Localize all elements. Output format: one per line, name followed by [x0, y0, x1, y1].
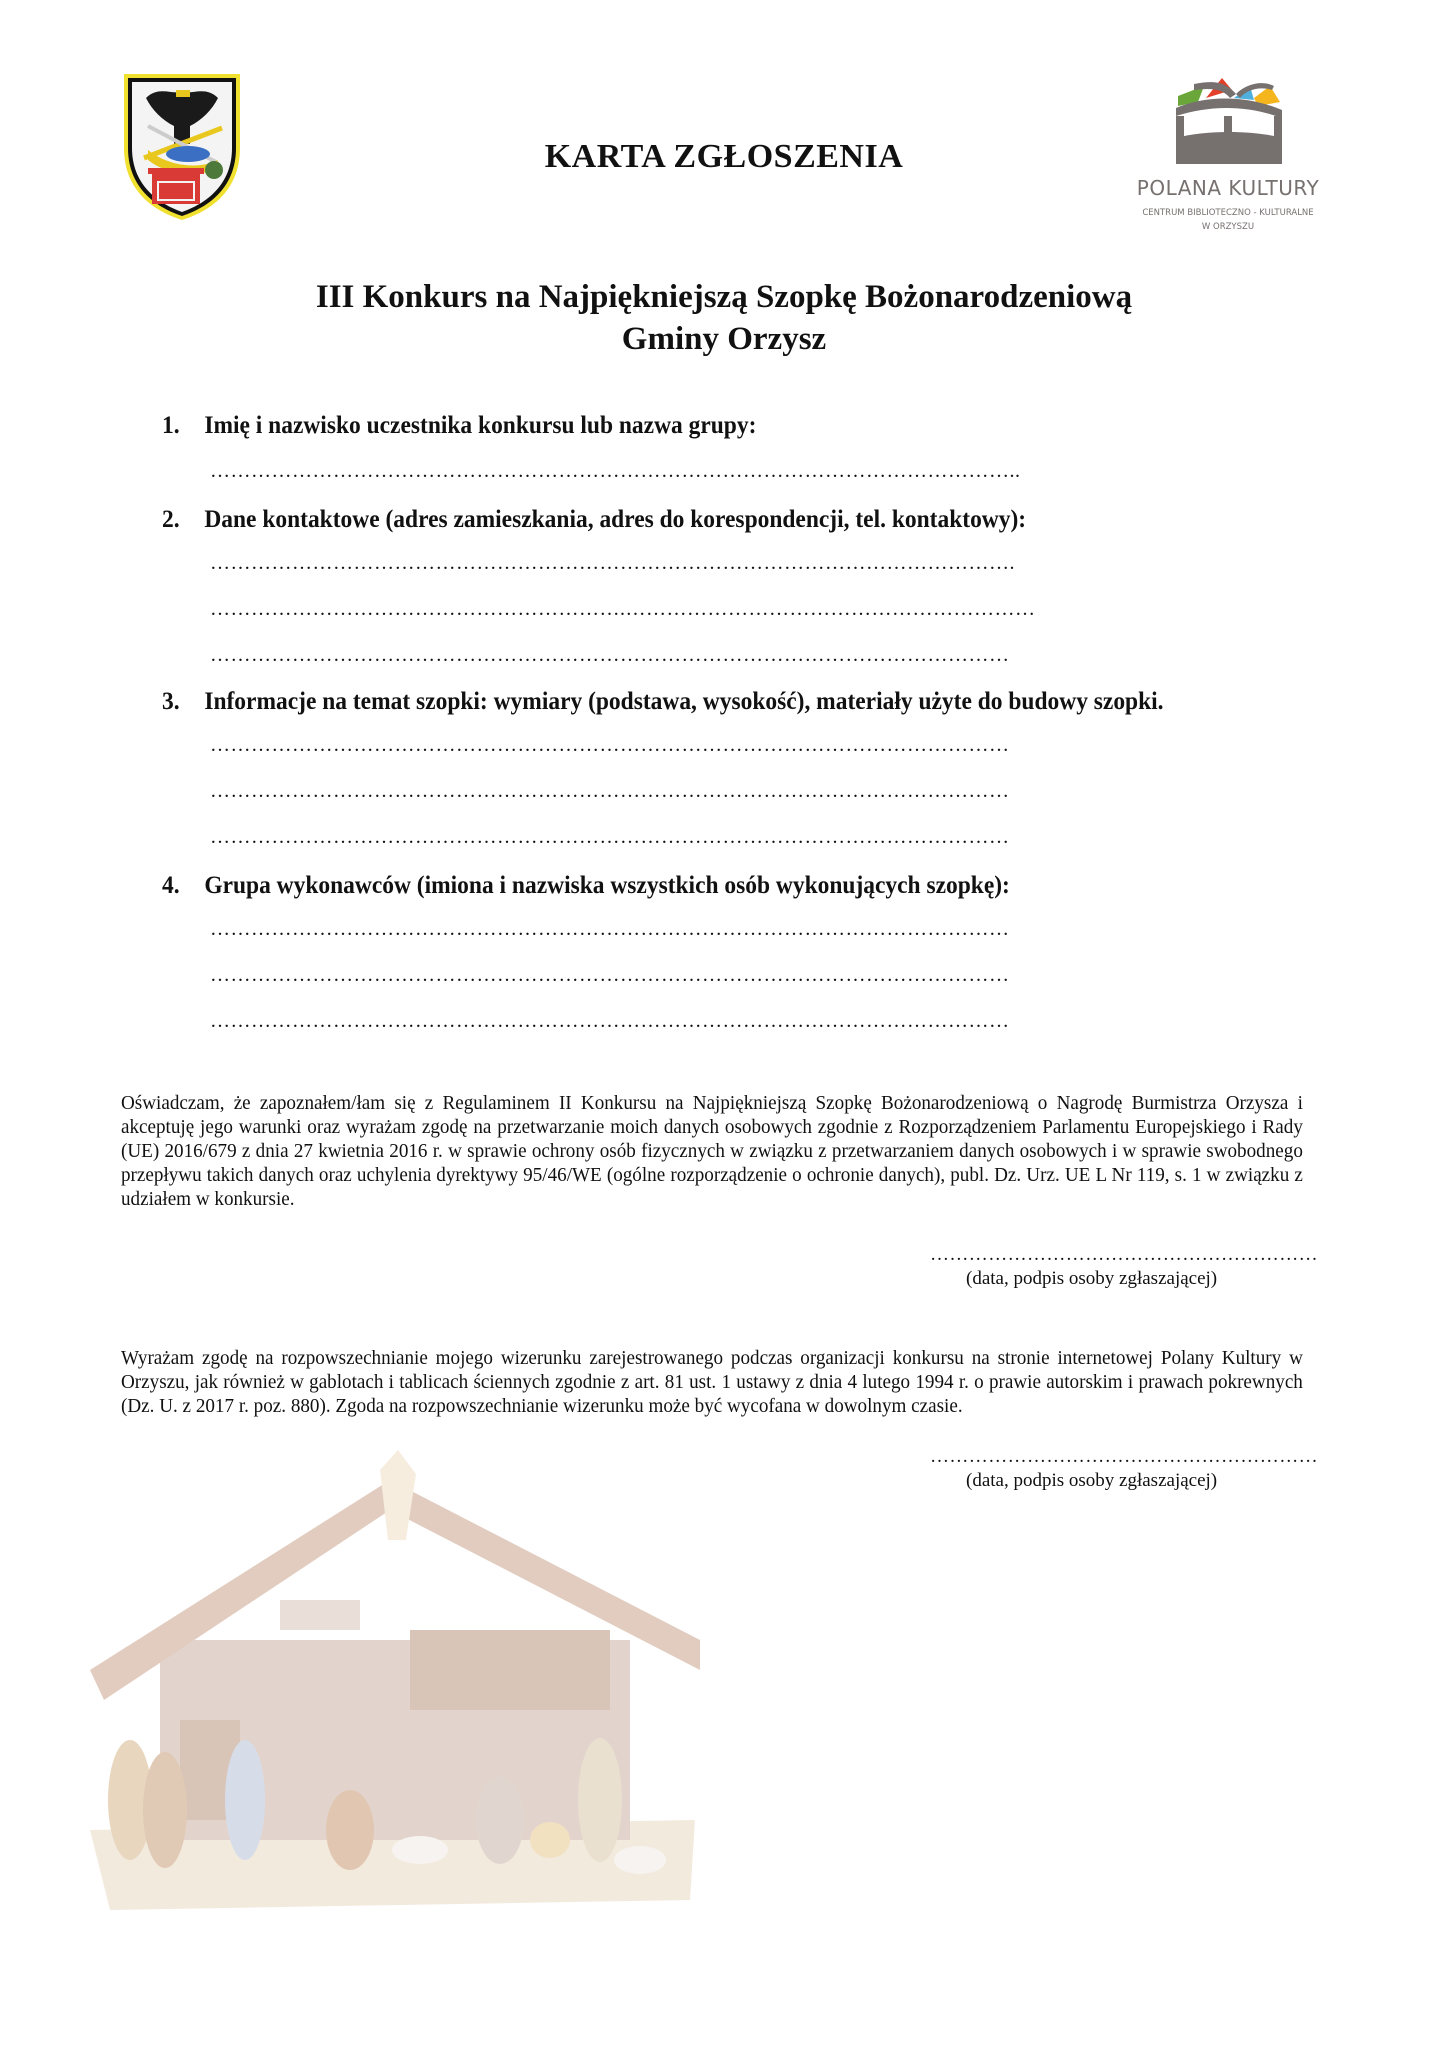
signature-line[interactable]: …………………………………………………… — [930, 1446, 1318, 1467]
gdpr-declaration: Oświadczam, że zapoznałem/łam się z Regulaminem II Konkursu na Najpiękniejszą Szopkę Bożonarodzeniową o Nagrodę Burmistrza Orzysza i akceptuję jego warunki oraz wyrażam zgodę na przetwarzanie moich danych osobowych zgodnie z Rozporządzeniem Parlamentu Europejskiego i Rady (UE) 2016/679 z dnia 27 kwietnia 2016 r. w sprawie ochrony osób fizycznych w związku z przetwarzaniem danych osobowych i w sprawie swobodnego przepływu takich danych oraz uchylenia dyrektywy 95/46/WE (ogólne rozporządzenie o ochronie danych), publ. Dz. Urz. UE L Nr 119, s. 1 w związku z udziałem w konkursie. — [121, 1093, 1303, 1210]
answer-line-q4-1[interactable]: ……………………………………………………………………………………………………… — [210, 918, 1010, 940]
question-label: Imię i nazwisko uczestnika konkursu lub nazwa grupy: — [204, 410, 757, 439]
nativity-scene-icon — [80, 1430, 700, 1930]
image-consent: Wyrażam zgodę na rozpowszechnianie mojego wizerunku zarejestrowanego podczas organizacji konkursu na stronie internetowej Polany Kultury w Orzyszu, jak również w gablotach i tablicach ściennych zgodnie z art. 81 ust. 1 ustawy z dnia 4 lutego 1994 r. o prawie autorskim i prawach pokrewnych (Dz. U. z 2017 r. poz. 880). Zgoda na rozpowszechnianie wizerunku może być wycofana w dowolnym czasie. — [121, 1348, 1303, 1417]
question-label: Grupa wykonawców (imiona i nazwiska wszystkich osób wykonujących szopkę): — [204, 870, 1010, 899]
signature-label: (data, podpis osoby zgłaszającej) — [966, 1470, 1218, 1491]
contest-title — [0, 276, 1448, 360]
question-number: 2. — [162, 504, 180, 533]
answer-line-q3-1[interactable]: ……………………………………………………………………………………………………… — [210, 734, 1010, 756]
logo-subtitle-line2: W ORZYSZU — [1201, 222, 1255, 232]
signature-block-1 — [930, 1244, 1350, 1290]
answer-line-q1-1[interactable]: ……………………………………………………………………………………………………….. — [210, 460, 1021, 482]
logo-subtitle-line1: CENTRUM BIBLIOTECZNO - KULTURALNE — [1142, 208, 1314, 218]
question-3 — [162, 686, 1362, 716]
logo-subtitle — [1108, 206, 1348, 234]
question-label: Dane kontaktowe (adres zamieszkania, adres do korespondencji, tel. kontaktowy): — [204, 504, 1027, 533]
contest-title-line2: Gminy Orzysz — [621, 321, 827, 357]
contest-title-line1: III Konkurs na Najpiękniejszą Szopkę Bożonarodzeniową — [315, 279, 1133, 315]
signature-line[interactable]: …………………………………………………… — [930, 1244, 1318, 1265]
question-number: 4. — [162, 870, 180, 899]
answer-line-q4-2[interactable]: ……………………………………………………………………………………………………… — [210, 964, 1010, 986]
answer-line-q2-1[interactable]: ………………………………………………………………………………………………………. — [210, 552, 1015, 574]
answer-line-q2-2[interactable]: …………………………………………………….…………………………………………………… — [210, 598, 1036, 620]
question-2 — [162, 504, 1362, 534]
answer-line-q2-3[interactable]: ……………………………………………………………………………………………………… — [210, 644, 1010, 666]
question-number: 1. — [162, 410, 180, 439]
question-label: Informacje na temat szopki: wymiary (podstawa, wysokość), materiały użyte do budowy szopki. — [204, 686, 1164, 715]
question-number: 3. — [162, 686, 180, 715]
question-4 — [162, 870, 1362, 900]
answer-line-q4-3[interactable]: ……………………………………………………………………………………………………… — [210, 1010, 1010, 1032]
form-title: KARTA ZGŁOSZENIA — [544, 138, 904, 175]
answer-line-q3-3[interactable]: ……………………………………………………………………………………………………… — [210, 826, 1010, 848]
question-1 — [162, 410, 1362, 440]
answer-line-q3-2[interactable]: ……………………………………………………………………………………………………… — [210, 780, 1010, 802]
signature-block-2 — [930, 1446, 1350, 1492]
signature-label: (data, podpis osoby zgłaszającej) — [966, 1268, 1218, 1289]
logo-name: POLANA KULTURY — [1136, 176, 1320, 200]
